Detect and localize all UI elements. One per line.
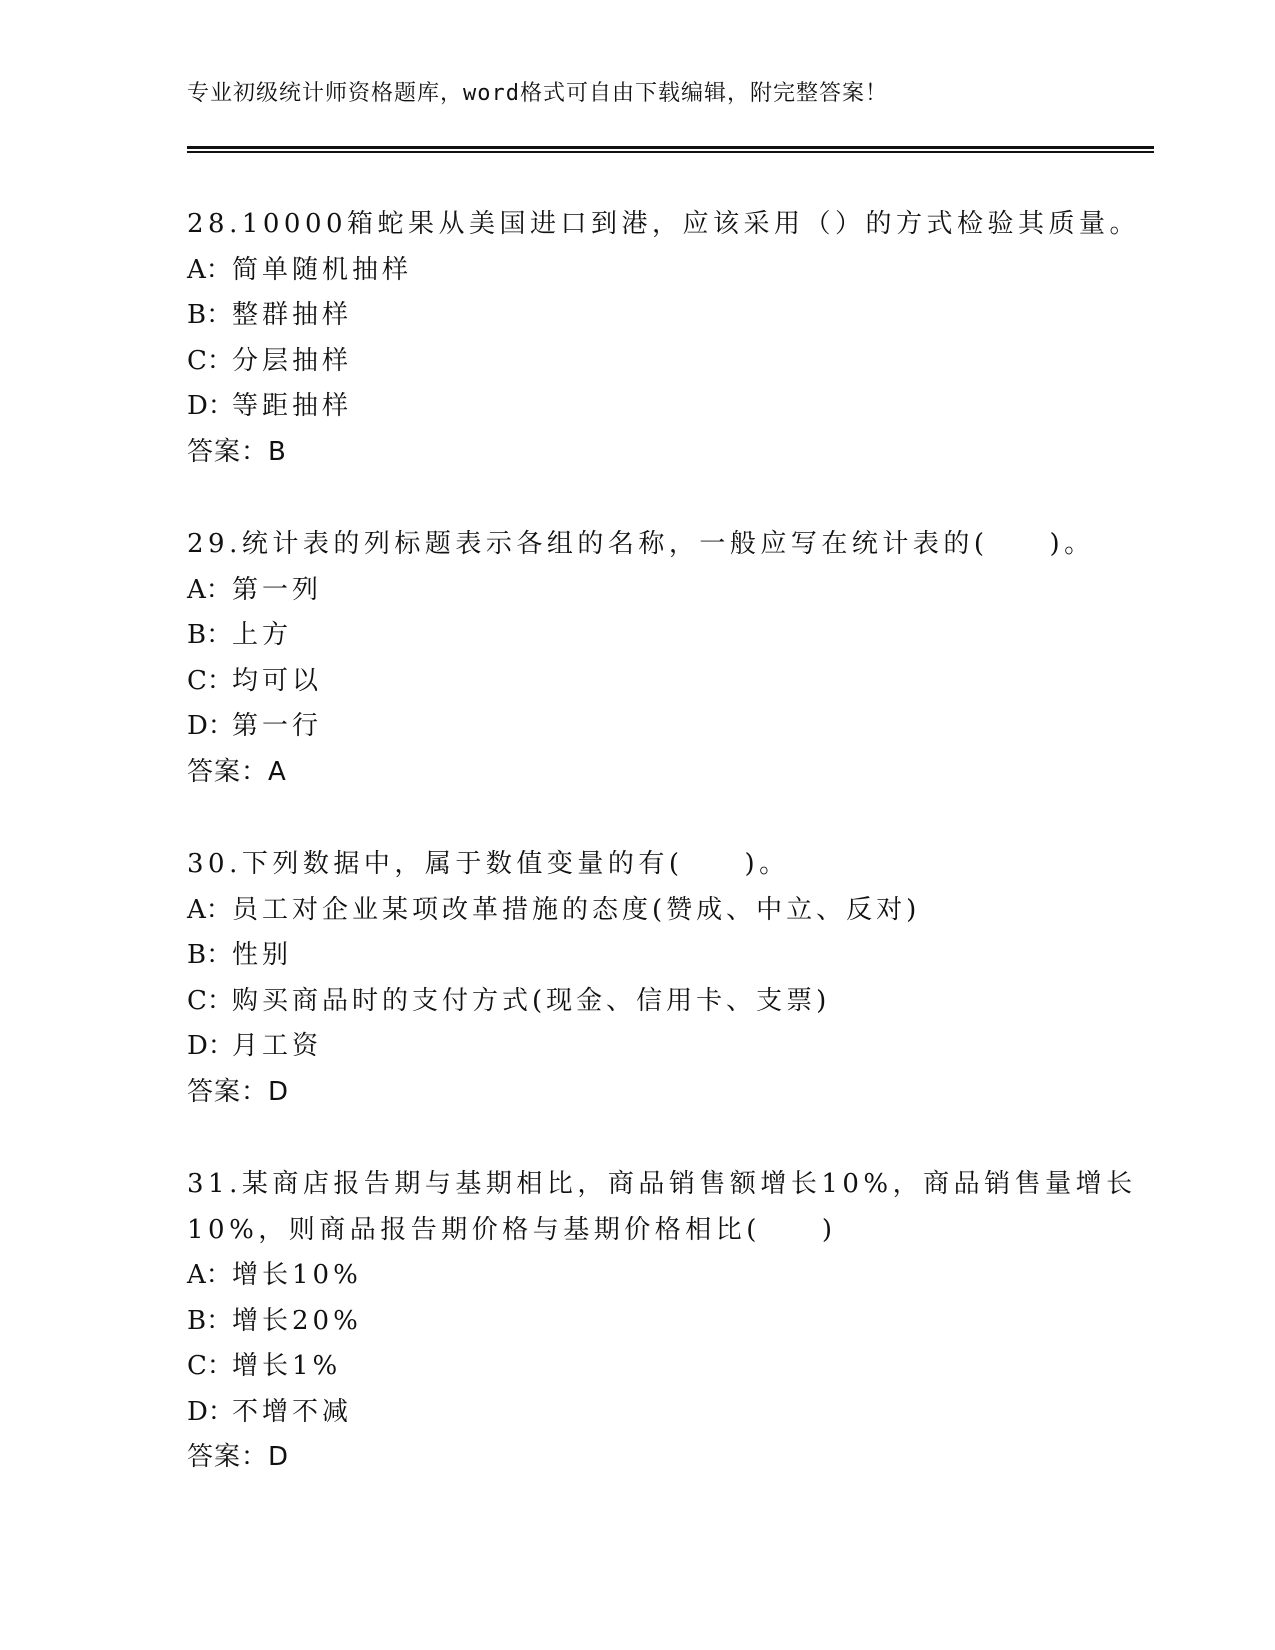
option-text: 第一行 [232,711,323,741]
question-stem: 31.某商店报告期与基期相比，商品销售额增长10%，商品销售量增长 [187,1169,1137,1199]
option-letter: D： [187,391,234,421]
option-letter: A： [187,254,232,285]
option-a [187,1253,1087,1299]
question-list [187,202,1141,1528]
option-letter: D： [187,1031,234,1061]
question-30 [187,842,1087,1115]
option-letter: B： [187,300,233,330]
option-c [187,659,1087,705]
option-a [187,568,1087,614]
option-text: 第一列 [232,574,323,605]
option-text: 均可以 [232,665,323,696]
option-letter: C： [187,665,233,696]
option-d [187,384,1087,430]
option-text: 员工对企业某项改革措施的态度(赞成、中立、反对) [232,894,921,925]
option-text: 上方 [232,620,293,650]
option-letter: C： [187,985,233,1016]
option-d [187,1024,1087,1070]
question-31 [187,1162,1137,1481]
question-stem: 28.10000箱蛇果从美国进口到港，应该采用（）的方式检验其质量。 [187,209,1141,239]
option-letter: B： [187,940,233,970]
option-a [187,248,1087,294]
answer-line: 答案：A [187,756,287,787]
answer-line: 答案：D [187,1442,290,1472]
option-letter: A： [187,1260,232,1290]
option-letter: C： [187,1351,233,1381]
option-letter: D： [187,1396,234,1427]
header-divider-thick [187,146,1154,149]
option-b [187,1299,1087,1345]
option-a [187,888,1087,934]
question-stem: 29.统计表的列标题表示各组的名称，一般应写在统计表的( )。 [187,529,1095,559]
option-text: 增长10% [232,1260,362,1290]
option-letter: A： [187,894,232,925]
option-text: 整群抽样 [232,300,353,330]
question-29 [187,522,1095,795]
option-text: 增长1% [232,1351,342,1381]
option-letter: B： [187,620,233,650]
option-letter: A： [187,574,232,605]
option-text: 不增不减 [232,1396,353,1427]
question-stem: 30.下列数据中，属于数值变量的有( )。 [187,849,790,879]
option-text: 分层抽样 [232,345,353,376]
option-text: 等距抽样 [232,391,353,421]
option-c [187,1344,1087,1390]
option-letter: B： [187,1305,233,1336]
option-b [187,613,1087,659]
option-b [187,933,1087,979]
answer-line: 答案：D [187,1076,290,1107]
document-header: 专业初级统计师资格题库，word格式可自由下载编辑，附完整答案！ [187,81,888,106]
answer-line: 答案：B [187,436,287,467]
question-28 [187,202,1141,475]
option-d [187,1390,1087,1436]
header-divider-thin [187,151,1154,153]
option-text: 增长20% [232,1305,362,1336]
option-text: 性别 [232,940,293,970]
option-text: 购买商品时的支付方式(现金、信用卡、支票) [232,985,831,1016]
option-b [187,293,1087,339]
option-text: 月工资 [232,1031,323,1061]
option-c [187,979,1087,1025]
option-letter: C： [187,345,233,376]
option-text: 简单随机抽样 [232,254,413,285]
option-c [187,339,1087,385]
question-stem-continued: 10%，则商品报告期价格与基期价格相比( ) [187,1214,837,1245]
option-d [187,704,1087,750]
option-letter: D： [187,711,234,741]
